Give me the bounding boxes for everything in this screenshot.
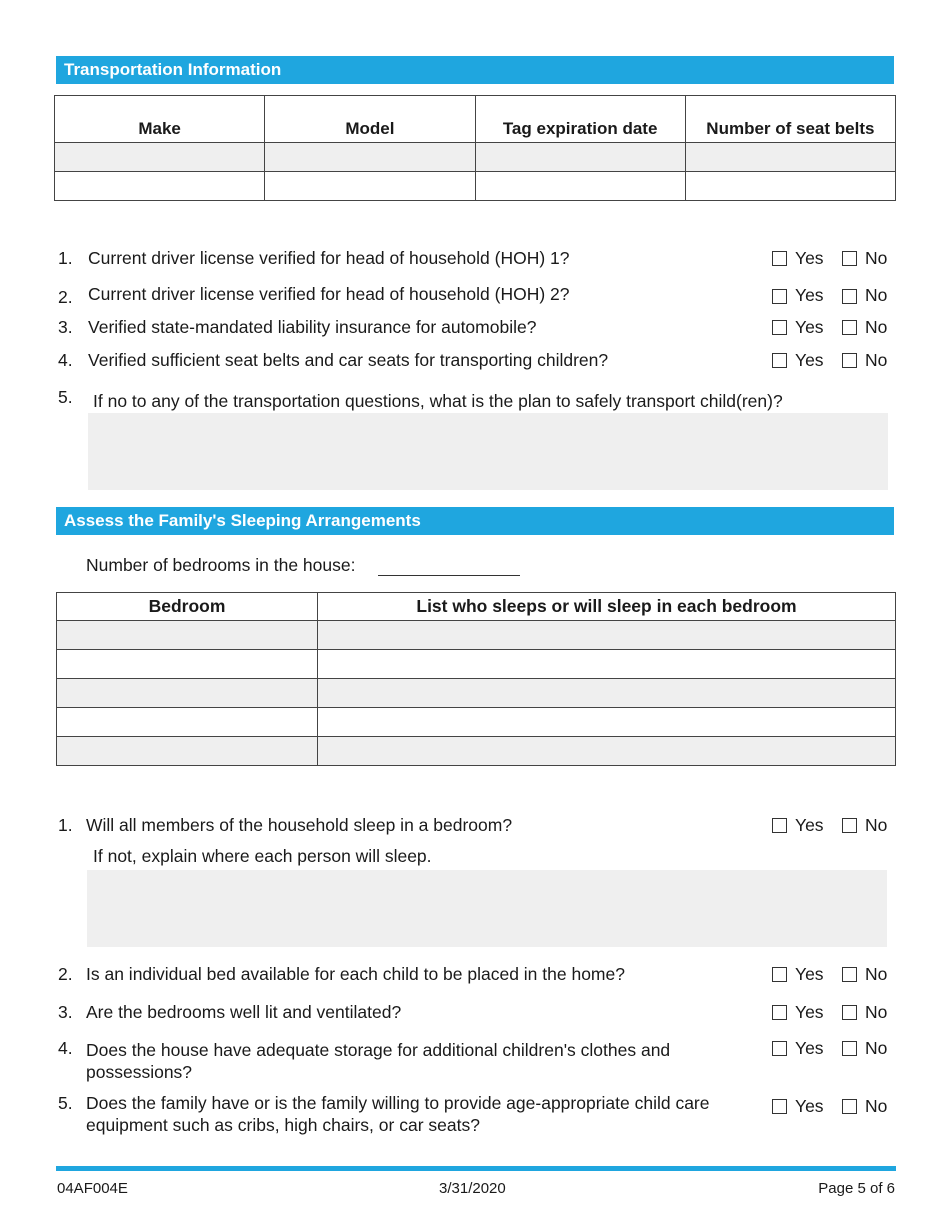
question-text: Current driver license verified for head of household (HOH) 1? bbox=[88, 248, 570, 268]
vehicle-table bbox=[54, 95, 896, 201]
table-row bbox=[57, 679, 896, 708]
make-cell[interactable] bbox=[55, 172, 265, 201]
model-cell[interactable] bbox=[265, 172, 475, 201]
table-row bbox=[57, 621, 896, 650]
yes-checkbox[interactable] bbox=[772, 289, 787, 304]
seatbelts-cell[interactable] bbox=[685, 143, 895, 172]
question-number: 4. bbox=[58, 350, 73, 370]
no-label: No bbox=[865, 1096, 888, 1116]
bedrooms-count-field[interactable] bbox=[378, 556, 520, 576]
col-seat-belts: Number of seat belts bbox=[685, 96, 895, 143]
yes-checkbox[interactable] bbox=[772, 1041, 787, 1056]
yes-checkbox[interactable] bbox=[772, 320, 787, 335]
bedroom-table bbox=[56, 592, 896, 766]
yes-no-group bbox=[772, 349, 896, 371]
yes-label: Yes bbox=[795, 285, 824, 305]
no-label: No bbox=[865, 248, 888, 268]
question-text: If no to any of the transportation questions, what is the plan to safely transport child(ren)? bbox=[93, 391, 783, 411]
no-label: No bbox=[865, 815, 888, 835]
sleepers-cell[interactable] bbox=[318, 708, 896, 737]
sleep-location-answer[interactable] bbox=[87, 870, 887, 947]
no-label: No bbox=[865, 285, 888, 305]
bedroom-cell[interactable] bbox=[57, 708, 318, 737]
table-row bbox=[55, 143, 896, 172]
question-text: Is an individual bed available for each child to be placed in the home? bbox=[86, 964, 625, 984]
transportation-header: Transportation Information bbox=[56, 56, 894, 84]
question-number: 3. bbox=[58, 317, 73, 337]
yes-label: Yes bbox=[795, 964, 824, 984]
question-text: Does the family have or is the family willing to provide age-appropriate child care equipment such as cribs, high chairs, or car seats? bbox=[86, 1093, 710, 1135]
yes-checkbox[interactable] bbox=[772, 353, 787, 368]
yes-no-group bbox=[772, 284, 896, 306]
yes-label: Yes bbox=[795, 815, 824, 835]
yes-label: Yes bbox=[795, 1002, 824, 1022]
no-checkbox[interactable] bbox=[842, 289, 857, 304]
col-bedroom: Bedroom bbox=[57, 593, 318, 621]
no-label: No bbox=[865, 317, 888, 337]
sleepers-cell[interactable] bbox=[318, 650, 896, 679]
question-number: 2. bbox=[58, 964, 73, 984]
col-who-sleeps: List who sleeps or will sleep in each bedroom bbox=[318, 593, 896, 621]
form-id: 04AF004E bbox=[57, 1180, 128, 1197]
table-row bbox=[57, 650, 896, 679]
question-number: 4. bbox=[58, 1038, 73, 1058]
table-row bbox=[57, 737, 896, 766]
no-checkbox[interactable] bbox=[842, 251, 857, 266]
bedrooms-count-label: Number of bedrooms in the house: bbox=[86, 555, 356, 575]
yes-no-group bbox=[772, 316, 896, 338]
no-checkbox[interactable] bbox=[842, 818, 857, 833]
footer-rule bbox=[56, 1166, 896, 1171]
question-number: 3. bbox=[58, 1002, 73, 1022]
make-cell[interactable] bbox=[55, 143, 265, 172]
no-label: No bbox=[865, 350, 888, 370]
question-text: Current driver license verified for head of household (HOH) 2? bbox=[88, 284, 570, 304]
no-label: No bbox=[865, 1002, 888, 1022]
yes-checkbox[interactable] bbox=[772, 818, 787, 833]
question-number: 5. bbox=[58, 1093, 73, 1113]
yes-label: Yes bbox=[795, 350, 824, 370]
question-text: Does the house have adequate storage for additional children's clothes and possessions? bbox=[86, 1040, 671, 1082]
form-date: 3/31/2020 bbox=[439, 1180, 506, 1197]
no-checkbox[interactable] bbox=[842, 1041, 857, 1056]
yes-no-group bbox=[772, 1037, 896, 1059]
yes-no-group bbox=[772, 963, 896, 985]
col-model: Model bbox=[265, 96, 475, 143]
question-text: Verified state-mandated liability insurance for automobile? bbox=[88, 317, 537, 337]
question-text: Are the bedrooms well lit and ventilated? bbox=[86, 1002, 402, 1022]
yes-checkbox[interactable] bbox=[772, 1005, 787, 1020]
transport-plan-answer[interactable] bbox=[88, 413, 888, 490]
page-number: Page 5 of 6 bbox=[818, 1180, 895, 1197]
yes-no-group bbox=[772, 1001, 896, 1023]
yes-checkbox[interactable] bbox=[772, 251, 787, 266]
question-number: 2. bbox=[58, 287, 73, 307]
no-checkbox[interactable] bbox=[842, 353, 857, 368]
no-checkbox[interactable] bbox=[842, 320, 857, 335]
seatbelts-cell[interactable] bbox=[685, 172, 895, 201]
sleeping-header: Assess the Family's Sleeping Arrangements bbox=[56, 507, 894, 535]
sleepers-cell[interactable] bbox=[318, 737, 896, 766]
yes-no-group bbox=[772, 247, 896, 269]
bedroom-cell[interactable] bbox=[57, 679, 318, 708]
no-checkbox[interactable] bbox=[842, 1099, 857, 1114]
tag-cell[interactable] bbox=[475, 172, 685, 201]
no-label: No bbox=[865, 964, 888, 984]
sleepers-cell[interactable] bbox=[318, 621, 896, 650]
bedroom-cell[interactable] bbox=[57, 621, 318, 650]
no-label: No bbox=[865, 1038, 888, 1058]
question-number: 1. bbox=[58, 815, 73, 835]
yes-no-group bbox=[772, 1095, 896, 1117]
yes-label: Yes bbox=[795, 1096, 824, 1116]
sleepers-cell[interactable] bbox=[318, 679, 896, 708]
table-row bbox=[57, 708, 896, 737]
question-text: Will all members of the household sleep in a bedroom? bbox=[86, 815, 513, 835]
yes-no-group bbox=[772, 814, 896, 836]
no-checkbox[interactable] bbox=[842, 967, 857, 982]
question-number: 5. bbox=[58, 387, 73, 407]
yes-label: Yes bbox=[795, 248, 824, 268]
tag-cell[interactable] bbox=[475, 143, 685, 172]
yes-label: Yes bbox=[795, 1038, 824, 1058]
bedroom-cell[interactable] bbox=[57, 650, 318, 679]
table-row bbox=[55, 172, 896, 201]
bedroom-cell[interactable] bbox=[57, 737, 318, 766]
yes-label: Yes bbox=[795, 317, 824, 337]
col-tag-expiration: Tag expiration date bbox=[475, 96, 685, 143]
col-make: Make bbox=[55, 96, 265, 143]
yes-checkbox[interactable] bbox=[772, 967, 787, 982]
question-text: Verified sufficient seat belts and car seats for transporting children? bbox=[88, 350, 609, 370]
question-number: 1. bbox=[58, 248, 73, 268]
sleep-question-1-subtext: If not, explain where each person will sleep. bbox=[93, 846, 432, 866]
no-checkbox[interactable] bbox=[842, 1005, 857, 1020]
model-cell[interactable] bbox=[265, 143, 475, 172]
yes-checkbox[interactable] bbox=[772, 1099, 787, 1114]
